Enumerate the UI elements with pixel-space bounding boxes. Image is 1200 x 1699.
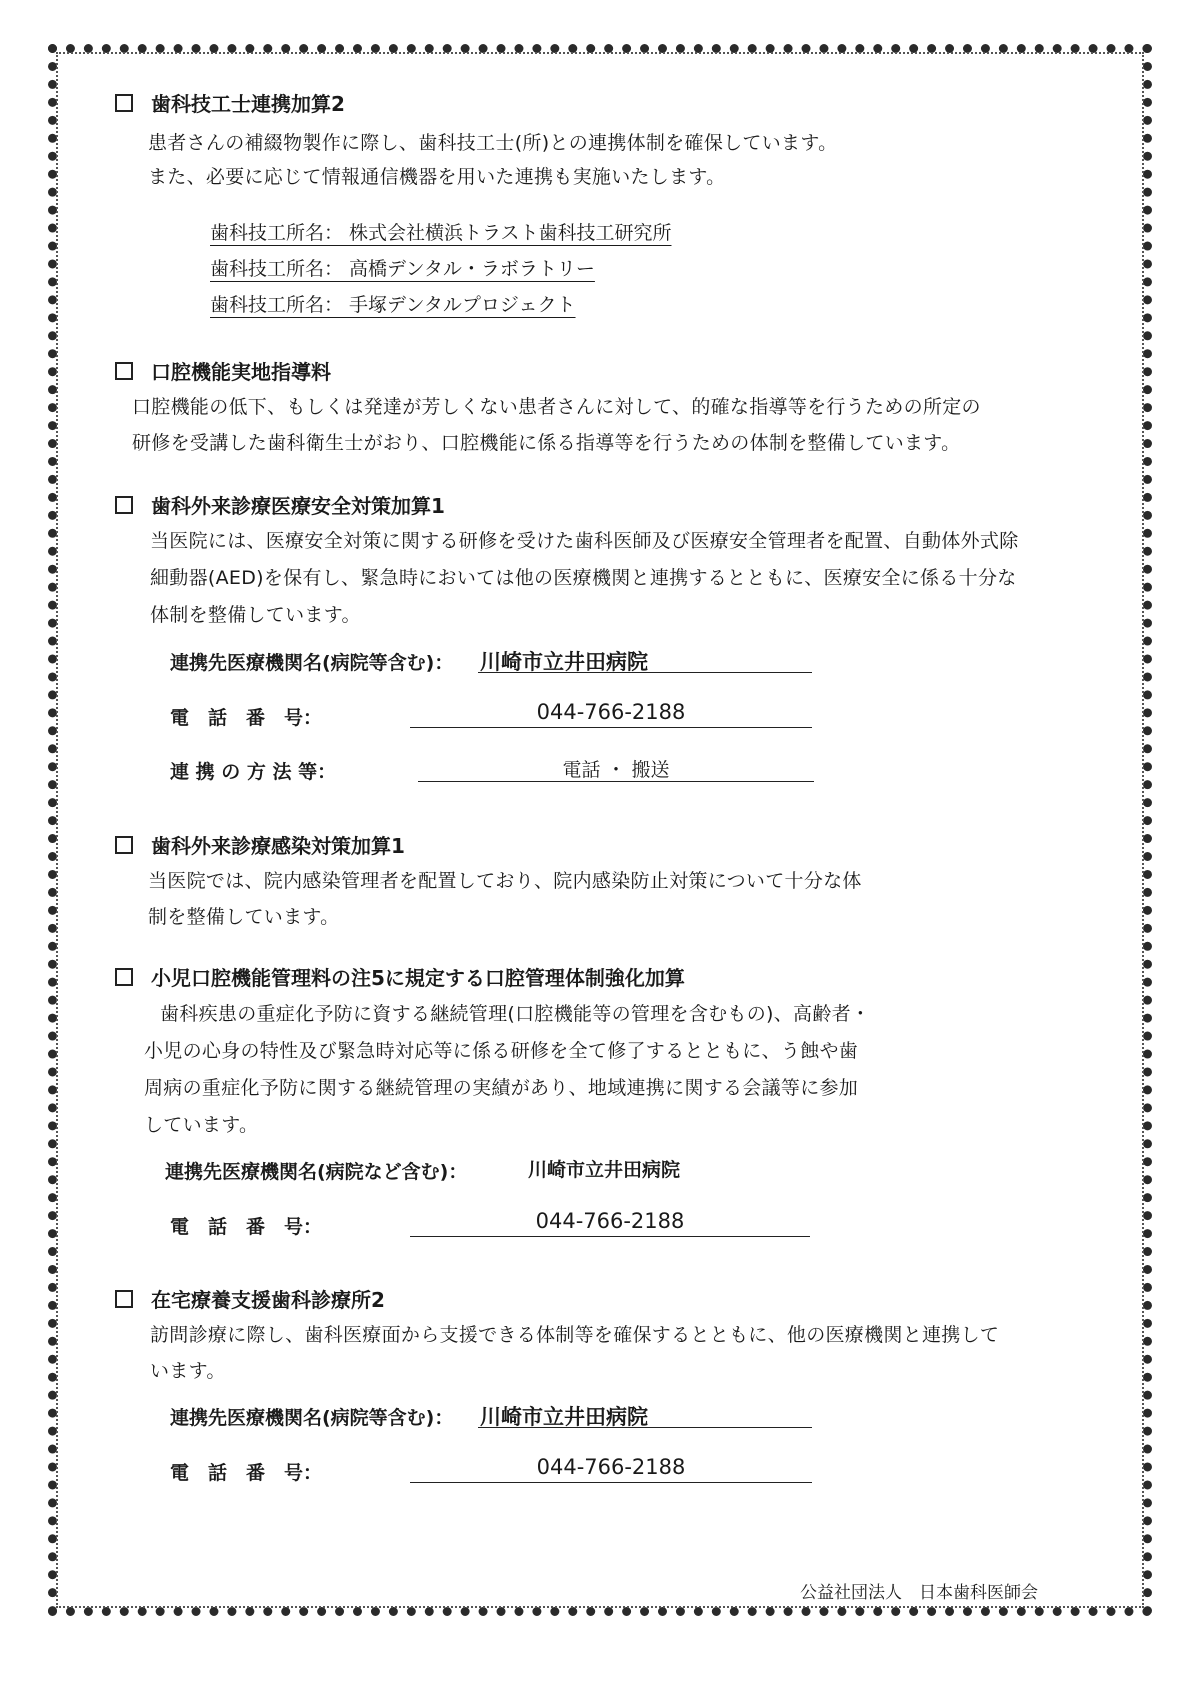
body-line: 患者さんの補綴物製作に際し、歯科技工士(所)との連携体制を確保しています。 xyxy=(148,132,838,154)
section-heading xyxy=(115,88,345,117)
body-line: 口腔機能の低下、もしくは発達が芳しくない患者さんに対して、的確な指導等を行うための所定の xyxy=(132,396,981,418)
body-line: 細動器(AED)を保有し、緊急時においては他の医療機関と連携するとともに、医療安全に係る十分な xyxy=(150,567,1017,589)
checkbox-icon xyxy=(115,968,133,986)
section-title: 小児口腔機能管理料の注5に規定する口腔管理体制強化加算 xyxy=(151,966,685,990)
body-line: しています。 xyxy=(144,1114,259,1136)
body-line: います。 xyxy=(150,1360,226,1382)
body-line: 研修を受講した歯科衛生士がおり、口腔機能に係る指導等を行うための体制を整備しています。 xyxy=(132,432,961,454)
field-label: 電 話 番 号： xyxy=(170,1462,323,1484)
lab-entry: 歯科技工所名： 高橋デンタル・ラボラトリー xyxy=(210,258,595,280)
field-label: 電 話 番 号： xyxy=(170,1216,323,1238)
underline xyxy=(410,1482,812,1483)
body-line: 周病の重症化予防に関する継続管理の実績があり、地域連携に関する会議等に参加 xyxy=(144,1077,859,1099)
section-title: 歯科外来診療医療安全対策加算1 xyxy=(151,494,445,518)
body-line: 当医院には、医療安全対策に関する研修を受けた歯科医師及び医療安全管理者を配置、自動体外式除 xyxy=(150,530,1019,552)
field-label: 電 話 番 号： xyxy=(170,707,323,729)
field-label: 連携先医療機関名(病院など含む)： xyxy=(165,1161,468,1183)
section-heading xyxy=(115,830,405,859)
body-line: 歯科疾患の重症化予防に資する継続管理(口腔機能等の管理を含むもの)、高齢者・ xyxy=(160,1003,871,1025)
checkbox-icon xyxy=(115,362,133,380)
section-title: 口腔機能実地指導料 xyxy=(151,360,331,384)
underline xyxy=(410,727,812,728)
section-heading xyxy=(115,490,445,519)
field-value: 044-766-2188 xyxy=(536,1455,686,1479)
body-line: また、必要に応じて情報通信機器を用いた連携も実施いたします。 xyxy=(148,166,726,188)
field-label: 連携先医療機関名(病院等含む)： xyxy=(170,1407,454,1429)
checkbox-icon xyxy=(115,1290,133,1308)
field-value: 電話 ・ 搬送 xyxy=(562,759,670,781)
lab-entry: 歯科技工所名： 株式会社横浜トラスト歯科技工研究所 xyxy=(210,222,672,244)
section-heading xyxy=(115,962,685,991)
underline xyxy=(478,1427,812,1428)
section-heading xyxy=(115,356,331,385)
checkbox-icon xyxy=(115,836,133,854)
underline xyxy=(418,781,814,782)
section-title: 歯科技工士連携加算2 xyxy=(151,92,345,116)
field-value: 044-766-2188 xyxy=(536,700,686,724)
section-title: 歯科外来診療感染対策加算1 xyxy=(151,834,405,858)
checkbox-icon xyxy=(115,496,133,514)
field-value: 川崎市立井田病院 xyxy=(528,1159,681,1181)
underline xyxy=(410,1236,810,1237)
underline xyxy=(478,672,812,673)
section-heading xyxy=(115,1284,385,1313)
field-value: 川崎市立井田病院 xyxy=(480,1405,648,1429)
lab-entry: 歯科技工所名： 手塚デンタルプロジェクト xyxy=(210,294,576,316)
body-line: 小児の心身の特性及び緊急時対応等に係る研修を全て修了するとともに、う蝕や歯 xyxy=(144,1040,859,1062)
field-label: 連 携 の 方 法 等： xyxy=(170,761,337,783)
section-title: 在宅療養支援歯科診療所2 xyxy=(151,1288,385,1312)
organization-footer: 公益社団法人 日本歯科医師会 xyxy=(800,1583,1038,1603)
body-line: 訪問診療に際し、歯科医療面から支援できる体制等を確保するとともに、他の医療機関と連携して xyxy=(150,1324,1000,1346)
field-value: 川崎市立井田病院 xyxy=(480,650,648,674)
checkbox-icon xyxy=(115,94,133,112)
field-value: 044-766-2188 xyxy=(535,1209,685,1233)
body-line: 体制を整備しています。 xyxy=(150,604,361,626)
body-line: 当医院では、院内感染管理者を配置しており、院内感染防止対策について十分な体 xyxy=(148,870,862,892)
field-label: 連携先医療機関名(病院等含む)： xyxy=(170,652,454,674)
body-line: 制を整備しています。 xyxy=(148,906,340,928)
